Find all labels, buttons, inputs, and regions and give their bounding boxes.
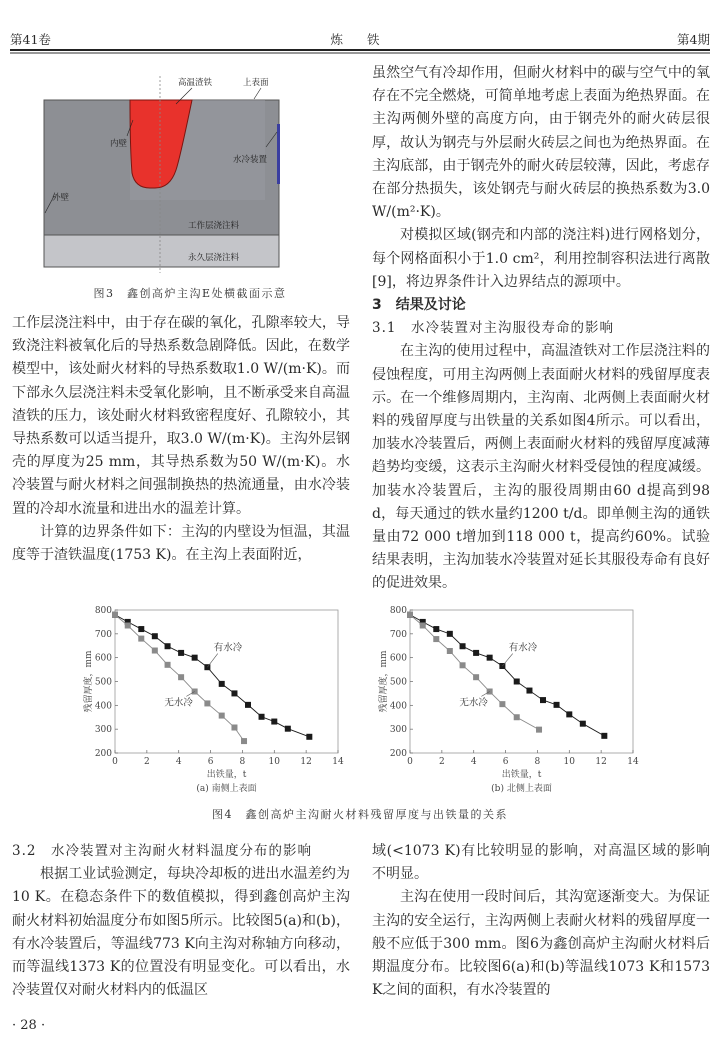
volume-label: 第41卷 xyxy=(10,32,51,47)
svg-text:残留厚度，mm: 残留厚度，mm xyxy=(379,650,389,713)
label-top-surface: 上表面 xyxy=(243,78,269,88)
svg-text:700: 700 xyxy=(389,629,407,640)
paragraph: 主沟在使用一段时间后，其沟宽逐渐变大。为保证主沟的安全运行，主沟两侧上表耐火材料的残留厚度一般不应低于300 mm。图6为鑫创高炉主沟耐火材料后期温度分布。比较图6(a)和(b)等温线1073 K和1573 K之间的面积，有水冷装置的 xyxy=(372,889,710,999)
svg-text:10: 10 xyxy=(563,757,576,767)
label-slag-iron: 高温渣铁 xyxy=(178,78,213,88)
svg-text:无水冷: 无水冷 xyxy=(164,697,193,709)
paragraph: 在主沟的使用过程中，高温渣铁对工作层浇注料的侵蚀程度，可用主沟两侧上表面耐火材料的残留厚度表示。在一个维修周期内，主沟南、北两侧上表面耐火材料的残留厚度与出铁量的关系如图4所示。可以看出，加装水冷装置后，两侧上表面耐火材料的残留厚度减薄趋势均变缓，这表示主沟耐火材料受侵蚀的程度减缓。加装水冷装置后，主沟的服役周期由60 d提高到98 d，每天通过的铁水量约1200 t/d。即单侧主沟的通铁量由72 000 t增加到118 000 t，提高约60%。试验结果表明，主沟加装水冷装置对延长其服役寿命有良好的促进效果。 xyxy=(372,343,710,592)
paragraph: 虽然空气有冷却作用，但耐火材料中的碳与空气中的氧存在不完全燃烧，可简单地考虑上表面为绝热界面。在主沟两侧外壁的高度方向，由于钢壳外的耐火砖层很厚，故认为钢壳与外层耐火砖层之间也为绝热界面。在主沟底部，由于钢壳外的耐火砖层较薄，因此，考虑存在部分热损失，该处钢壳与耐火砖层的换热系数为3.0 W/(m²·K)。 xyxy=(372,65,710,221)
svg-text:300: 300 xyxy=(94,725,112,736)
svg-text:700: 700 xyxy=(94,629,112,640)
svg-text:600: 600 xyxy=(389,653,407,664)
header-rule xyxy=(10,49,710,51)
subsection-heading: 3.1 水冷装置对主沟服役寿命的影响 xyxy=(372,320,614,337)
figure-4a-chart xyxy=(80,600,360,800)
permanent-layer-region xyxy=(44,235,279,267)
header-rule-secondary xyxy=(10,52,710,54)
svg-text:出铁量，t: 出铁量，t xyxy=(206,770,247,780)
subsection-heading: 3.2 水冷装置对主沟耐火材料温度分布的影响 xyxy=(12,843,312,859)
svg-text:有水冷: 有水冷 xyxy=(508,642,538,654)
svg-text:0: 0 xyxy=(112,757,118,767)
paragraph: 域(<1073 K)有比较明显的影响，对高温区域的影响不明显。 xyxy=(372,843,710,883)
label-inner-wall: 内壁 xyxy=(110,139,128,149)
svg-text:14: 14 xyxy=(627,757,639,767)
water-cooler-plate xyxy=(277,124,280,184)
page-number: · 28 · xyxy=(12,1018,46,1033)
right-column-bottom xyxy=(372,840,710,1002)
svg-text:12: 12 xyxy=(595,757,607,767)
label-permanent-layer: 永久层浇注料 xyxy=(188,253,240,263)
paragraph: 工作层浇注料中，由于存在碳的氧化，孔隙率较大，导致浇注料被氧化后的导热系数急剧降低。因此，在数学模型中，该处耐火材料的导热系数取1.0 W/(m·K)。而下部永久层浇注料未受氧化影响，且不断承受来自高温渣铁的压力，该处耐火材料致密程度好、孔隙较小，其导热系数可以适当提升，取3.0 W/(m·K)。主沟外层钢壳的厚度为25 mm，其导热系数为50 W/(m·K)。水冷装置与耐火材料之间强制换热的热流通量，由水冷装置的冷却水流量和进出水的温差计算。 xyxy=(12,315,350,517)
right-column-top xyxy=(372,62,710,596)
svg-text:8: 8 xyxy=(239,757,246,767)
svg-text:2: 2 xyxy=(143,757,150,767)
chart-south-surface xyxy=(80,600,360,800)
figure-3-caption: 图3 鑫创高炉主沟E处横截面示意 xyxy=(93,287,287,300)
svg-text:500: 500 xyxy=(389,677,407,688)
svg-text:0: 0 xyxy=(407,757,413,767)
svg-text:4: 4 xyxy=(470,757,477,767)
svg-text:出铁量，t: 出铁量，t xyxy=(501,770,542,780)
svg-text:800: 800 xyxy=(94,606,112,616)
label-water-cooler: 水冷装置 xyxy=(233,155,268,165)
left-column-top xyxy=(12,312,350,567)
journal-title: 炼 铁 xyxy=(330,32,390,47)
label-outer-wall: 外壁 xyxy=(52,193,70,203)
svg-text:200: 200 xyxy=(389,749,407,759)
svg-text:有水冷: 有水冷 xyxy=(213,642,243,654)
paragraph: 根据工业试验测定，每块冷却板的进出水温差约为10 K。在稳态条件下的数值模拟，得到鑫创高炉主沟耐火材料初始温度分布如图5所示。比较图5(a)和(b)，有水冷装置后，等温线773 K向主沟对称轴方向移动，而等温线1373 K的位置没有明显变化。可以看出，水冷装置仅对耐火材料内的低温区 xyxy=(12,866,350,999)
section-heading: 3 结果及讨论 xyxy=(372,297,466,314)
figure-3 xyxy=(30,58,350,300)
svg-text:2: 2 xyxy=(438,757,445,767)
svg-text:12: 12 xyxy=(300,757,312,767)
svg-text:10: 10 xyxy=(268,757,281,767)
svg-text:8: 8 xyxy=(534,757,541,767)
paragraph: 对模拟区域(钢壳和内部的浇注料)进行网格划分，每个网格面积小于1.0 cm²，利用控制容积法进行离散[9]，将边界条件计入边界结点的源项中。 xyxy=(372,227,710,290)
svg-text:无水冷: 无水冷 xyxy=(459,697,488,709)
figure-4-caption: 图4 鑫创高炉主沟耐火材料残留厚度与出铁量的关系 xyxy=(212,808,508,821)
running-header xyxy=(10,30,710,50)
paragraph: 计算的边界条件如下：主沟的内壁设为恒温，其温度等于渣铁温度(1753 K)。在主沟上表面附近， xyxy=(12,523,350,564)
svg-text:800: 800 xyxy=(389,606,407,616)
svg-text:14: 14 xyxy=(332,757,344,767)
issue-label: 第4期 xyxy=(677,32,710,47)
svg-text:600: 600 xyxy=(94,653,112,664)
svg-text:6: 6 xyxy=(207,757,214,767)
left-column-bottom xyxy=(12,840,350,1002)
svg-text:200: 200 xyxy=(94,749,112,759)
svg-text:4: 4 xyxy=(175,757,182,767)
figure-4b-chart xyxy=(360,600,660,800)
svg-text:300: 300 xyxy=(389,725,407,736)
chart-north-surface xyxy=(360,600,660,800)
svg-text:500: 500 xyxy=(94,677,112,688)
svg-text:(b) 北侧上表面: (b) 北侧上表面 xyxy=(491,784,552,794)
svg-text:400: 400 xyxy=(94,701,112,712)
svg-text:400: 400 xyxy=(389,701,407,712)
cross-section-diagram xyxy=(30,58,350,283)
label-working-layer: 工作层浇注料 xyxy=(188,221,240,231)
svg-text:6: 6 xyxy=(502,757,509,767)
svg-text:残留厚度，mm: 残留厚度，mm xyxy=(84,650,94,713)
svg-text:(a) 南侧上表面: (a) 南侧上表面 xyxy=(196,784,257,794)
